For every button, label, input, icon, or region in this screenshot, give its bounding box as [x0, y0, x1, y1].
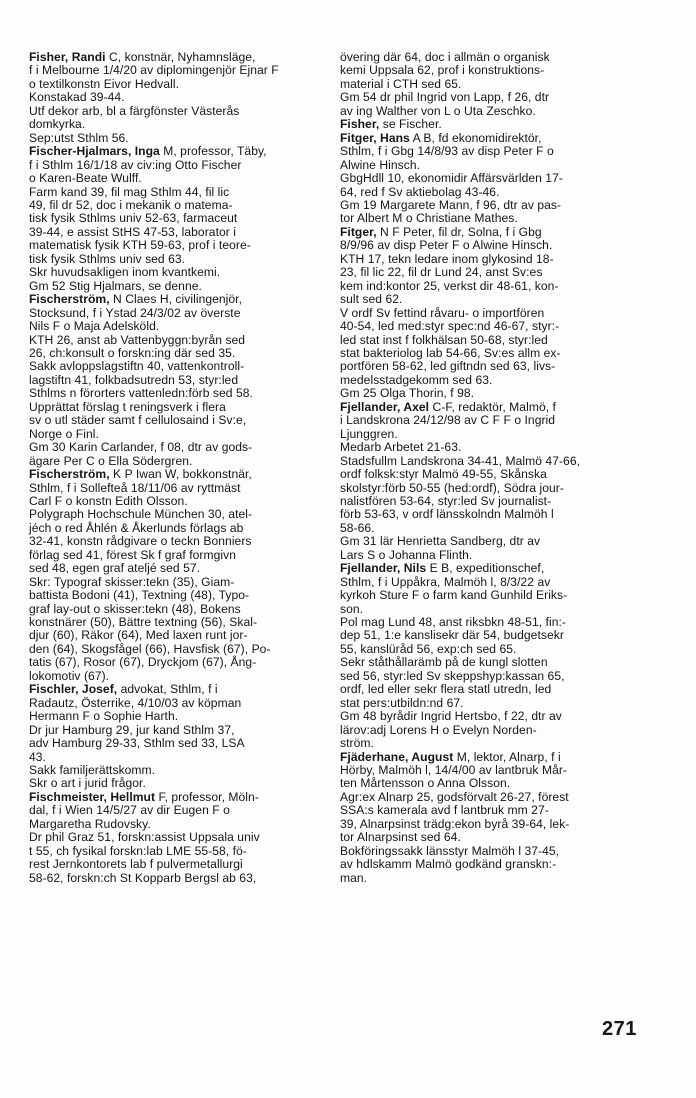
entry-text: Konstakad 39-44.: [29, 90, 125, 105]
entry-line: [340, 603, 640, 616]
entry-text: 39-44, e assist StHS 47-53, laborator i: [29, 224, 236, 239]
entry-text: o Karen-Beate Wulff.: [29, 171, 142, 186]
entry-text: Radautz, Österrike, 4/10/03 av köpman: [29, 695, 242, 710]
biography-entry: [29, 145, 329, 293]
entry-line: [340, 91, 640, 104]
biography-entry: [340, 226, 640, 401]
entry-line: [340, 414, 640, 427]
entry-line: [29, 239, 329, 252]
entry-line: [29, 91, 329, 104]
entry-text: adv Hamburg 29-33, Sthlm sed 33, LSA: [29, 736, 245, 751]
entry-text: Sakk avloppslagstiftn 40, vattenkontroll-: [29, 359, 245, 374]
entry-line: [29, 576, 329, 589]
entry-text: portfören 58-62, led giftndn sed 63, livs-: [340, 359, 556, 374]
entry-line: [340, 455, 640, 468]
entry-line: [340, 118, 640, 131]
entry-line: [29, 253, 329, 266]
entry-text: förb 53-63, v ordf länsskolndn Malmöh l: [340, 507, 554, 522]
entry-text: lagstiftn 41, folkbadsutredn 53, styr:led: [29, 372, 239, 387]
entry-text: domkyrka.: [29, 117, 86, 132]
entry-name: Fischler, Josef,: [29, 682, 118, 697]
entry-name: Fisher,: [340, 117, 380, 132]
entry-text: kemi Uppsala 62, prof i konstruktions-: [340, 63, 545, 78]
entry-text: stat pers:utbildn:nd 67.: [340, 695, 464, 710]
entry-line: [29, 266, 329, 279]
entry-line: [340, 347, 640, 360]
entry-text: Margaretha Rudovsky.: [29, 816, 151, 831]
entry-text: 32-41, konstn rådgivare o teckn Bonniers: [29, 534, 252, 549]
entry-line: [29, 441, 329, 454]
entry-line: [29, 670, 329, 683]
entry-text: förlag sed 41, förest Sk f graf formgivn: [29, 547, 237, 562]
entry-text: Hörby, Malmöh l, 14/4/00 av lantbruk Mår-: [340, 763, 567, 778]
entry-line: [340, 78, 640, 91]
entry-text: 49, fil dr 52, doc i mekanik o matema-: [29, 197, 233, 212]
entry-line: [340, 51, 640, 64]
entry-text: ordf, led eller sekr flera statl utredn, led: [340, 682, 552, 697]
biography-entry: [29, 468, 329, 683]
entry-line: [340, 508, 640, 521]
entry-line: [29, 428, 329, 441]
entry-line: [340, 872, 640, 885]
entry-text: F, professor, Möln-: [155, 789, 259, 804]
entry-text: f i Sthlm 16/1/18 av civ:ing Otto Fischer: [29, 157, 242, 172]
entry-text: 39, Alnarpsinst trädg:ekon byrå 39-64, lek-: [340, 816, 570, 831]
entry-name: Fjäderhane, August: [340, 749, 454, 764]
entry-line: [29, 751, 329, 764]
entry-line: [29, 78, 329, 91]
entry-line: [340, 226, 640, 239]
entry-text: 55, kanslüråd 56, exp:ch sed 65.: [340, 641, 517, 656]
entry-text: nalistfören 53-64, styr:led Sv journalist-: [340, 493, 552, 508]
entry-text: Carl F o konstn Edith Olsson.: [29, 493, 188, 508]
entry-line: [340, 549, 640, 562]
entry-text: av ing Walther von L o Uta Zeschko.: [340, 103, 536, 118]
entry-text: ägare Per C o Ella Södergren.: [29, 453, 193, 468]
entry-text: Skr huvudsakligen inom kvantkemi.: [29, 265, 221, 280]
entry-line: [340, 64, 640, 77]
entry-text: Sthlms n förorters vattenledn:förb sed 58.: [29, 386, 253, 401]
entry-text: konstnärer (50), Bättre textning (56), Skal-: [29, 615, 258, 630]
entry-line: [29, 482, 329, 495]
entry-line: [29, 656, 329, 669]
entry-text: ordf folksk:styr Malmö 49-55, Skånska: [340, 467, 547, 482]
entry-line: [29, 683, 329, 696]
entry-line: [29, 831, 329, 844]
left-column: [29, 51, 329, 885]
entry-line: [340, 522, 640, 535]
entry-text: ström.: [340, 736, 374, 751]
entry-text: f i Melbourne 1/4/20 av diplomingenjör Ejnar F: [29, 63, 279, 78]
entry-name: Fjellander, Nils: [340, 561, 427, 576]
entry-text: battista Bodoni (41), Textning (48), Typo-: [29, 588, 250, 603]
entry-line: [29, 320, 329, 333]
entry-text: Stadsfullm Landskrona 34-41, Malmö 47-66,: [340, 453, 581, 468]
entry-text: 58-62, forskn:ch St Kopparb Bergsl ab 63,: [29, 870, 257, 885]
biography-entry: [29, 683, 329, 791]
entry-text: SSA:s kamerala avd f lantbruk mm 27-: [340, 803, 549, 818]
entry-text: rest Jernkontorets lab f pulvermetallurgi: [29, 857, 243, 872]
entry-line: [340, 616, 640, 629]
entry-line: [29, 845, 329, 858]
entry-line: [340, 589, 640, 602]
biography-entry: [340, 401, 640, 562]
entry-line: [29, 872, 329, 885]
entry-line: [29, 159, 329, 172]
entry-line: [340, 629, 640, 642]
entry-text: Sekr ståthållarämb på de kungl slotten: [340, 655, 548, 670]
entry-line: [340, 710, 640, 723]
entry-line: [340, 320, 640, 333]
entry-line: [340, 186, 640, 199]
entry-text: djur (60), Räkor (64), Med laxen runt jor-: [29, 628, 248, 643]
entry-text: t 55, ch fysikal forskn:lab LME 55-58, fö-: [29, 843, 247, 858]
entry-text: 43.: [29, 749, 46, 764]
entry-text: Sthlm, f i Uppåkra, Malmöh l, 8/3/22 av: [340, 574, 551, 589]
entry-text: Polygraph Hochschule München 30, atel-: [29, 507, 253, 522]
entry-text: Stocksund, f i Ystad 24/3/02 av överste: [29, 305, 241, 320]
entry-text: dal, f i Wien 14/5/27 av dir Eugen F o: [29, 803, 230, 818]
entry-line: [29, 118, 329, 131]
entry-line: [340, 831, 640, 844]
entry-text: Gm 48 byrådir Ingrid Hertsbo, f 22, dtr av: [340, 709, 562, 724]
entry-line: [29, 280, 329, 293]
entry-line: [340, 683, 640, 696]
entry-line: [340, 145, 640, 158]
entry-name: Fischmeister, Hellmut: [29, 789, 156, 804]
entry-line: [340, 266, 640, 279]
entry-text: 58-66.: [340, 520, 375, 535]
entry-text: C-F, redaktör, Malmö, f: [429, 399, 556, 414]
entry-line: [29, 105, 329, 118]
entry-text: N Claes H, civilingenjör,: [109, 292, 243, 307]
entry-text: lärov:adj Lorens H o Evelyn Norden-: [340, 722, 537, 737]
entry-name: Fisher, Randi: [29, 50, 106, 64]
entry-line: [29, 212, 329, 225]
entry-text: tisk fysik Sthlms univ sed 63.: [29, 251, 186, 266]
entry-line: [340, 253, 640, 266]
entry-text: 26, ch:konsult o forskn:ing där sed 35.: [29, 345, 236, 360]
entry-line: [29, 51, 329, 64]
entry-line: [29, 616, 329, 629]
entry-text: Gm 52 Stig Hjalmars, se denne.: [29, 278, 202, 293]
entry-text: sult sed 62.: [340, 292, 403, 307]
entry-text: N F Peter, fil dr, Solna, f i Gbg: [376, 224, 542, 239]
entry-line: [340, 159, 640, 172]
entry-text: Nils F o Maja Adelsköld.: [29, 319, 160, 334]
entry-line: [29, 132, 329, 145]
entry-text: Dr jur Hamburg 29, jur kand Sthlm 37,: [29, 722, 235, 737]
entry-text: sv o utl städer samt f cellulosaind i Sv:e,: [29, 413, 247, 428]
entry-line: [340, 132, 640, 145]
right-column: [340, 51, 640, 885]
entry-name: Fitger, Hans: [340, 130, 410, 145]
entry-text: tisk fysik Sthlms univ 52-63, farmaceut: [29, 211, 238, 226]
entry-line: [340, 670, 640, 683]
entry-name: Fitger,: [340, 224, 377, 239]
entry-name: Fjellander, Axel: [340, 399, 430, 414]
entry-line: [29, 226, 329, 239]
entry-line: [29, 387, 329, 400]
entry-line: [29, 764, 329, 777]
entry-text: Hermann F o Sophie Harth.: [29, 709, 179, 724]
entry-text: Sthlm, f i Sollefteå 18/11/06 av ryttmäst: [29, 480, 241, 495]
entry-text: Gm 19 Margarete Mann, f 96, dtr av pas-: [340, 197, 562, 212]
biography-entry: [340, 132, 640, 226]
entry-text: Upprättat förslag t reningsverk i flera: [29, 399, 226, 414]
entry-name: Fischerström,: [29, 467, 110, 482]
entry-text: man.: [340, 870, 368, 885]
entry-line: [29, 145, 329, 158]
entry-line: [29, 360, 329, 373]
entry-line: [340, 401, 640, 414]
entry-text: sed 56, styr:led Sv skeppshyp:kassan 65,: [340, 668, 565, 683]
entry-line: [340, 576, 640, 589]
entry-line: [340, 791, 640, 804]
entry-text: Utf dekor arb, bl a färgfönster Västerås: [29, 103, 240, 118]
entry-text: Lars S o Johanna Flinth.: [340, 547, 473, 562]
entry-line: [340, 374, 640, 387]
entry-text: Sthlm, f i Gbg 14/8/93 av disp Peter F o: [340, 144, 554, 159]
entry-line: [29, 603, 329, 616]
entry-line: [29, 710, 329, 723]
entry-line: [340, 307, 640, 320]
entry-text: KTH 26, anst ab Vattenbyggn:byrån sed: [29, 332, 246, 347]
entry-text: Agr:ex Alnarp 25, godsförvalt 26-27, förest: [340, 789, 569, 804]
entry-line: [29, 737, 329, 750]
entry-text: kyrkoh Sture F o farm kand Gunhild Eriks-: [340, 588, 568, 603]
entry-line: [29, 468, 329, 481]
entry-line: [340, 535, 640, 548]
entry-line: [29, 374, 329, 387]
entry-text: K P Iwan W, bokkonstnär,: [109, 467, 252, 482]
entry-line: [29, 401, 329, 414]
entry-text: ten Mårtensson o Anna Olsson.: [340, 776, 511, 791]
entry-line: [340, 562, 640, 575]
biography-entry: [29, 791, 329, 885]
entry-text: Alwine Hinsch.: [340, 157, 421, 172]
entry-text: 64, red f Sv aktiebolag 43-46.: [340, 184, 500, 199]
entry-line: [340, 468, 640, 481]
entry-text: i Landskrona 24/12/98 av C F F o Ingrid: [340, 413, 556, 428]
entry-text: KTH 17, tekn ledare inom glykosind 18-: [340, 251, 554, 266]
entry-text: Pol mag Lund 48, anst riksbkn 48-51, fin:-: [340, 615, 566, 630]
entry-line: [340, 751, 640, 764]
entry-text: Bokföringssakk länsstyr Malmöh l 37-45,: [340, 843, 560, 858]
entry-text: GbgHdll 10, ekonomidir Affärsvärlden 17-: [340, 171, 563, 186]
entry-line: [340, 212, 640, 225]
entry-text: 40-54, led med:styr spec:nd 46-67, styr:-: [340, 319, 560, 334]
entry-line: [340, 482, 640, 495]
entry-text: matematisk fysik KTH 59-63, prof i teore-: [29, 238, 251, 253]
entry-line: [340, 724, 640, 737]
entry-text: Skr o art i jurid frågor.: [29, 776, 146, 791]
entry-line: [340, 804, 640, 817]
entry-text: M, lektor, Alnarp, f i: [453, 749, 561, 764]
entry-text: A B, fd ekonomidirektör,: [409, 130, 542, 145]
entry-text: tatis (67), Rosor (67), Dryckjom (67), Ång-: [29, 655, 257, 670]
entry-name: Fischerström,: [29, 292, 110, 307]
entry-line: [340, 441, 640, 454]
entry-line: [29, 804, 329, 817]
entry-text: av hdlskamm Malmö godkänd granskn:-: [340, 857, 557, 872]
entry-text: V ordf Sv fettind råvaru- o importfören: [340, 305, 545, 320]
entry-line: [29, 495, 329, 508]
entry-line: [29, 535, 329, 548]
entry-text: lokomotiv (67).: [29, 668, 110, 683]
entry-line: [340, 105, 640, 118]
entry-text: dep 51, 1:e kanslisekr där 54, budgetsekr: [340, 628, 564, 643]
entry-line: [29, 562, 329, 575]
entry-text: Sep:utst Sthlm 56.: [29, 130, 129, 145]
entry-text: jéch o red Åhlén & Åkerlunds förlags ab: [29, 520, 244, 535]
entry-line: [29, 724, 329, 737]
entry-line: [29, 307, 329, 320]
entry-line: [340, 643, 640, 656]
entry-text: kem ind:kontor 25, verkst dir 48-61, kon-: [340, 278, 559, 293]
entry-text: 23, fil lic 22, fil dr Lund 24, anst Sv:es: [340, 265, 543, 280]
entry-line: [340, 697, 640, 710]
entry-text: se Fischer.: [379, 117, 442, 132]
entry-text: led stat inst f folkhälsan 50-68, styr:led: [340, 332, 548, 347]
entry-text: son.: [340, 601, 364, 616]
entry-text: E B, expeditionschef,: [426, 561, 545, 576]
entry-name: Fischer-Hjalmars, Inga: [29, 144, 160, 159]
entry-line: [29, 293, 329, 306]
entry-text: Farm kand 39, fil mag Sthlm 44, fil lic: [29, 184, 230, 199]
entry-line: [340, 293, 640, 306]
biography-entry: [340, 562, 640, 750]
entry-line: [340, 387, 640, 400]
entry-line: [340, 858, 640, 871]
entry-line: [340, 764, 640, 777]
entry-line: [340, 818, 640, 831]
entry-line: [340, 428, 640, 441]
entry-text: Norge o Finl.: [29, 426, 99, 441]
biography-entry: [29, 293, 329, 468]
entry-line: [29, 64, 329, 77]
entry-text: Gm 25 Olga Thorin, f 98.: [340, 386, 475, 401]
entry-text: o textilkonstn Eivor Hedvall.: [29, 76, 179, 91]
entry-line: [29, 199, 329, 212]
entry-line: [340, 737, 640, 750]
entry-text: M, professor, Täby,: [159, 144, 267, 159]
entry-line: [29, 414, 329, 427]
entry-line: [340, 777, 640, 790]
biography-entry: [340, 51, 640, 118]
entry-line: [29, 858, 329, 871]
entry-text: C, konstnär, Nyhamnsläge,: [105, 50, 256, 64]
page-number: 271: [602, 1018, 637, 1040]
entry-text: 8/9/96 av disp Peter F o Alwine Hinsch.: [340, 238, 553, 253]
entry-text: sed 48, egen graf ateljé sed 57.: [29, 561, 201, 576]
entry-text: Medarb Arbetet 21-63.: [340, 440, 462, 455]
entry-text: Gm 30 Karin Carlander, f 08, dtr av gods-: [29, 440, 253, 455]
entry-line: [29, 629, 329, 642]
entry-line: [340, 495, 640, 508]
entry-line: [340, 239, 640, 252]
entry-line: [340, 360, 640, 373]
entry-line: [29, 172, 329, 185]
entry-line: [29, 347, 329, 360]
entry-line: [29, 777, 329, 790]
entry-line: [29, 455, 329, 468]
entry-text: advokat, Sthlm, f i: [117, 682, 218, 697]
entry-line: [29, 186, 329, 199]
entry-line: [340, 334, 640, 347]
entry-line: [340, 656, 640, 669]
entry-text: tor Alnarpsinst sed 64.: [340, 830, 461, 845]
entry-text: Skr: Typograf skisser:tekn (35), Giam-: [29, 574, 235, 589]
entry-text: medelsstadgekomm sed 63.: [340, 372, 493, 387]
entry-text: stat bakteriolog lab 54-66, Sv:es allm ex-: [340, 345, 561, 360]
entry-line: [340, 845, 640, 858]
entry-text: skolstyr:förb 50-55 (hed:ordf), Södra jour-: [340, 480, 564, 495]
entry-text: Sakk familjerättskomm.: [29, 763, 156, 778]
entry-text: tor Albert M o Christiane Mathes.: [340, 211, 518, 226]
entry-line: [340, 280, 640, 293]
entry-line: [340, 199, 640, 212]
entry-text: Gm 31 lär Henrietta Sandberg, dtr av: [340, 534, 541, 549]
entry-line: [29, 549, 329, 562]
entry-text: material i CTH sed 65.: [340, 76, 462, 91]
entry-text: den (64), Skogsfågel (66), Havsfisk (67), Po-: [29, 641, 271, 656]
entry-text: Gm 54 dr phil Ingrid von Lapp, f 26, dtr: [340, 90, 550, 105]
entry-line: [340, 172, 640, 185]
biography-entry: [29, 51, 329, 145]
entry-text: Dr phil Graz 51, forskn:assist Uppsala univ: [29, 830, 260, 845]
entry-line: [29, 697, 329, 710]
entry-line: [29, 334, 329, 347]
entry-text: Ljunggren.: [340, 426, 398, 441]
entry-line: [29, 522, 329, 535]
entry-line: [29, 508, 329, 521]
entry-line: [29, 791, 329, 804]
biography-entry: [340, 118, 640, 131]
entry-line: [29, 818, 329, 831]
biography-entry: [340, 751, 640, 886]
entry-text: graf lay-out o skisser:tekn (48), Bokens: [29, 601, 241, 616]
entry-line: [29, 589, 329, 602]
entry-text: övering där 64, doc i allmän o organisk: [340, 50, 550, 64]
